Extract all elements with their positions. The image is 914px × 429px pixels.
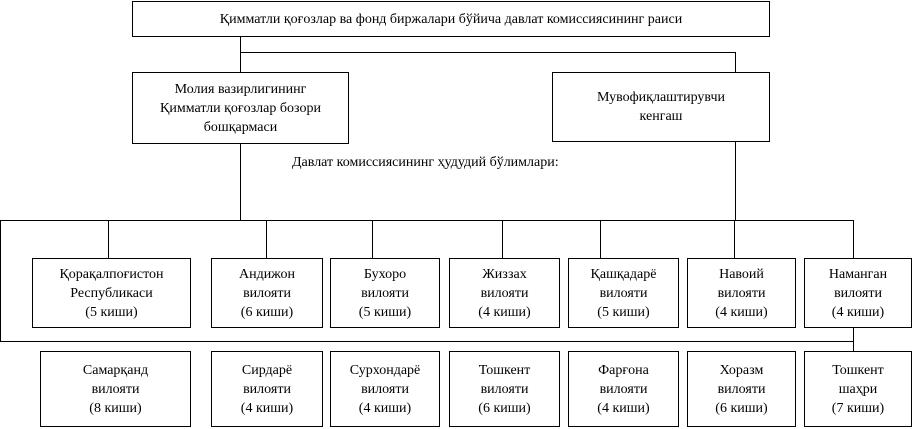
- region-type: вилояти: [599, 381, 648, 397]
- connector: [734, 220, 735, 258]
- ministry-line: Молия вазирлигининг: [174, 81, 307, 97]
- region-staff: (5 киши): [85, 304, 138, 320]
- connector: [735, 52, 736, 72]
- council-line: кенгаш: [639, 109, 683, 124]
- connector: [266, 220, 267, 258]
- ministry-box: [132, 72, 349, 144]
- region-staff: (4 киши): [358, 400, 412, 416]
- region-name: Жиззах: [482, 266, 527, 282]
- connector: [853, 328, 854, 351]
- region-box-samarkand: [40, 351, 191, 427]
- connector: [502, 220, 503, 258]
- regional-branches-caption: Давлат комиссиясининг ҳудудий бўлимлари:: [292, 155, 559, 170]
- connector: [240, 52, 736, 53]
- region-staff: (4 киши): [597, 400, 650, 416]
- region-staff: (6 киши): [715, 400, 768, 416]
- region-staff: (4 киши): [715, 304, 768, 320]
- region-name: Тошкент: [832, 362, 884, 378]
- region-box-navoi: [687, 258, 796, 328]
- region-box-jizzakh: [449, 258, 560, 328]
- connector: [240, 144, 241, 220]
- region-box-bukhara: [330, 258, 440, 328]
- connector: [600, 220, 601, 258]
- region-name: Тошкент: [478, 362, 531, 378]
- region-type: Республикаси: [70, 285, 153, 301]
- region-type: вилояти: [599, 285, 648, 301]
- connector: [240, 36, 241, 72]
- region-name: Қашқадарё: [590, 266, 657, 282]
- region-type: вилояти: [480, 381, 529, 397]
- connector: [372, 220, 373, 258]
- region-name: Навоий: [719, 266, 764, 282]
- region-type: вилояти: [361, 381, 409, 397]
- region-box-surkhandarya: [330, 351, 440, 427]
- region-type: вилояти: [361, 285, 409, 301]
- region-staff: (5 киши): [358, 304, 412, 320]
- connector: [853, 220, 854, 258]
- region-type: вилояти: [243, 285, 291, 301]
- connector: [735, 142, 736, 220]
- region-name: Самарқанд: [82, 362, 149, 378]
- region-staff: (5 киши): [597, 304, 650, 320]
- chairman-label: Қимматли қоғозлар ва фонд биржалари бўйича давлат комиссиясининг раиси: [219, 11, 683, 27]
- region-box-andijan: [211, 258, 323, 328]
- region-type: вилояти: [480, 285, 529, 301]
- region-name: Хоразм: [719, 362, 764, 378]
- region-name: Фарғона: [598, 362, 649, 378]
- region-name: Наманган: [828, 266, 888, 282]
- region-box-namangan: [804, 258, 912, 328]
- ministry-line: Қимматли қоғозлар бозори: [160, 100, 321, 116]
- region-name: Сурхондарё: [349, 362, 421, 378]
- council-line: Мувофиқлаштирувчи: [597, 90, 725, 105]
- region-box-karakalpakstan: [32, 258, 191, 328]
- region-type: шаҳри: [838, 381, 878, 397]
- region-staff: (4 киши): [240, 400, 294, 416]
- region-type: вилояти: [717, 285, 766, 301]
- region-staff: (6 киши): [240, 304, 294, 320]
- region-staff: (4 киши): [831, 304, 885, 320]
- region-name: Сирдарё: [241, 362, 293, 378]
- connector: [108, 220, 109, 258]
- connector: [0, 220, 1, 342]
- region-name: Бухоро: [363, 266, 407, 282]
- connector: [0, 341, 854, 342]
- region-type: вилояти: [91, 381, 140, 397]
- region-box-syrdarya: [211, 351, 323, 427]
- connector: [0, 220, 854, 221]
- region-type: вилояти: [834, 285, 882, 301]
- region-type: вилояти: [243, 381, 291, 397]
- region-name: Андижон: [238, 266, 296, 282]
- region-box-khorezm: [687, 351, 796, 427]
- chairman-box: [132, 1, 770, 37]
- region-box-fergana: [568, 351, 679, 427]
- region-name: Қорақалпоғистон: [59, 266, 164, 282]
- region-box-tashkent-region: [449, 351, 560, 427]
- region-staff: (6 киши): [478, 400, 531, 416]
- region-box-tashkent-city: [804, 351, 912, 427]
- region-staff: (8 киши): [89, 400, 142, 416]
- region-staff: (4 киши): [478, 304, 531, 320]
- region-type: вилояти: [717, 381, 766, 397]
- council-box: [552, 72, 770, 142]
- ministry-line: бошқармаси: [203, 119, 278, 135]
- region-box-kashkadarya: [568, 258, 679, 328]
- region-staff: (7 киши): [831, 400, 885, 416]
